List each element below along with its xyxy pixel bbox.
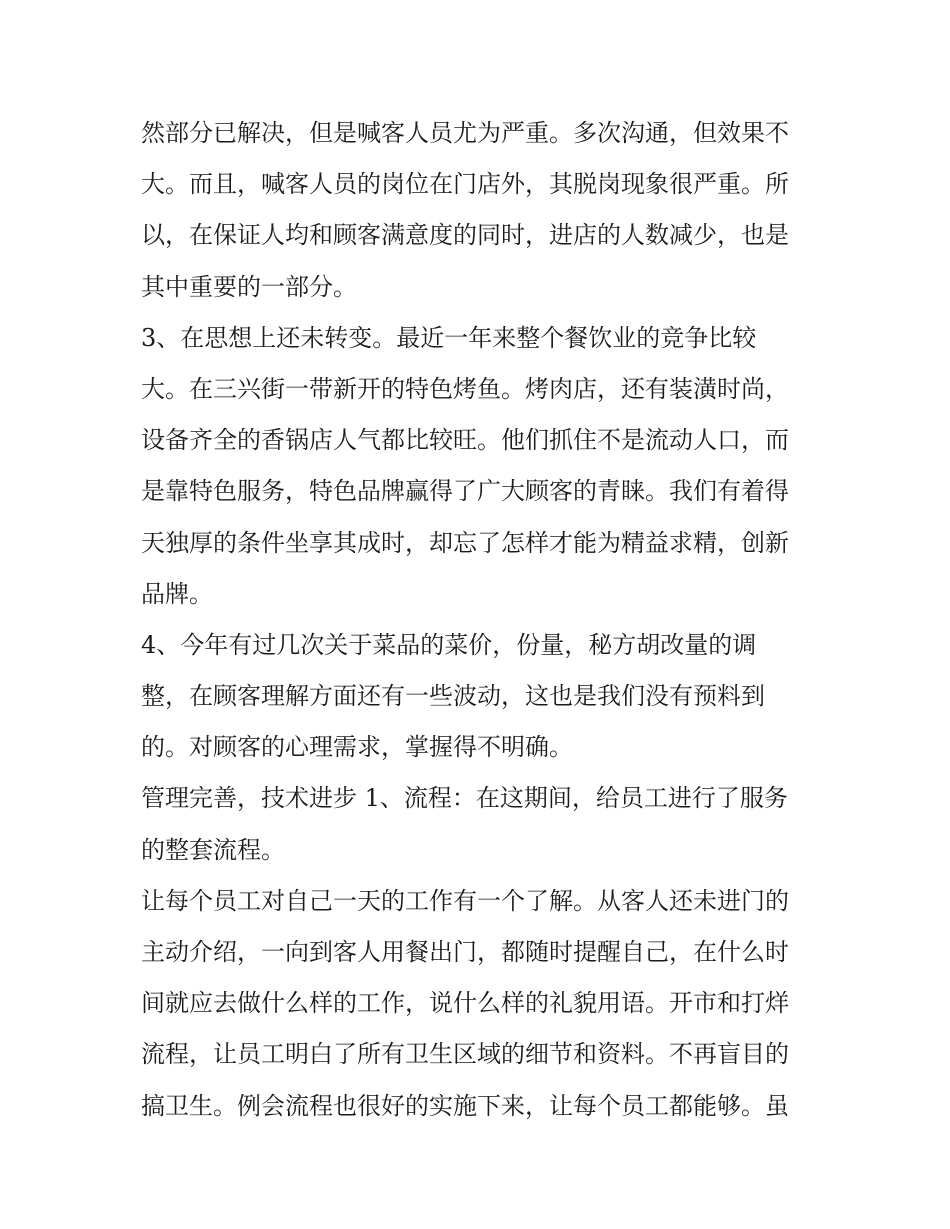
text-line: 的。对顾客的心理需求，掌握得不明确。 (141, 733, 573, 762)
text-line: 流程，让员工明白了所有卫生区域的细节和资料。不再盲目的 (141, 1040, 789, 1069)
text-line: 搞卫生。例会流程也很好的实施下来，让每个员工都能够。虽 (141, 1091, 789, 1120)
text-line: 天独厚的条件坐享其成时，却忘了怎样才能为精益求精，创新 (141, 528, 789, 557)
text-line: 是靠特色服务，特色品牌赢得了广大顾客的青睐。我们有着得 (141, 477, 789, 506)
body-text (141, 108, 821, 1132)
text-line: 大。而且，喊客人员的岗位在门店外，其脱岗现象很严重。所 (141, 170, 789, 199)
text-line: 以，在保证人均和顾客满意度的同时，进店的人数减少，也是 (141, 221, 789, 250)
text-line: 3、在思想上还未转变。最近一年来整个餐饮业的竞争比较 (141, 323, 757, 352)
text-line: 让每个员工对自己一天的工作有一个了解。从客人还未进门的 (141, 886, 789, 915)
text-line: 品牌。 (141, 579, 213, 608)
text-line: 4、今年有过几次关于菜品的菜价，份量，秘方胡改量的调 (141, 630, 757, 659)
text-line: 整，在顾客理解方面还有一些波动，这也是我们没有预料到 (141, 682, 765, 711)
text-line: 其中重要的一部分。 (141, 272, 357, 301)
text-line: 的整套流程。 (141, 835, 285, 864)
text-line: 主动介绍，一向到客人用餐出门，都随时提醒自己，在什么时 (141, 938, 789, 966)
text-line: 设备齐全的香锅店人气都比较旺。他们抓住不是流动人口，而 (141, 426, 789, 455)
text-line: 管理完善，技术进步 1、流程：在这期间，给员工进行了服务 (141, 784, 788, 813)
text-line: 然部分已解决，但是喊客人员尤为严重。多次沟通，但效果不 (141, 119, 789, 147)
text-line: 间就应去做什么样的工作，说什么样的礼貌用语。开市和打烊 (141, 989, 789, 1018)
text-line: 大。在三兴街一带新开的特色烤鱼。烤肉店，还有装潢时尚， (141, 374, 789, 403)
